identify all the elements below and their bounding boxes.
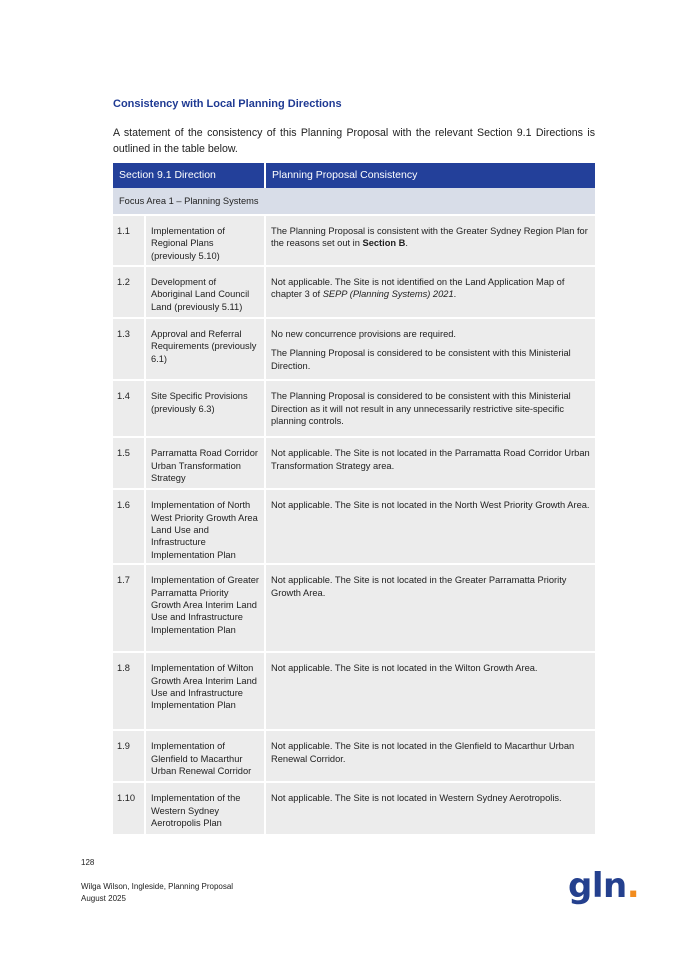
direction-name: Implementation of North West Priority Growth Area Land Use and Infrastructure Implementation Plan bbox=[145, 489, 265, 564]
page-number: 128 bbox=[81, 858, 95, 867]
consistency-text: Not applicable. The Site is not located in Western Sydney Aerotropolis. bbox=[265, 782, 595, 834]
table-row bbox=[113, 318, 595, 380]
consistency-text: Not applicable. The Site is not located in the Parramatta Road Corridor Urban Transformation Strategy area. bbox=[265, 437, 595, 489]
section-heading: Consistency with Local Planning Directions bbox=[113, 98, 342, 110]
direction-number: 1.4 bbox=[113, 380, 145, 437]
direction-number: 1.6 bbox=[113, 489, 145, 564]
consistency-text: Not applicable. The Site is not located in the Glenfield to Macarthur Urban Renewal Corridor. bbox=[265, 730, 595, 782]
consistency-text: The Planning Proposal is consistent with the Greater Sydney Region Plan for the reasons set out in Section B. bbox=[265, 215, 595, 266]
direction-number: 1.1 bbox=[113, 215, 145, 266]
direction-name: Parramatta Road Corridor Urban Transformation Strategy bbox=[145, 437, 265, 489]
direction-name: Approval and Referral Requirements (previously 6.1) bbox=[145, 318, 265, 380]
direction-name: Implementation of Wilton Growth Area Interim Land Use and Infrastructure Implementation Plan bbox=[145, 652, 265, 730]
consistency-text: Not applicable. The Site is not identified on the Land Application Map of chapter 3 of SEPP (Planning Systems) 2021. bbox=[265, 266, 595, 318]
direction-name: Implementation of Glenfield to Macarthur Urban Renewal Corridor bbox=[145, 730, 265, 782]
direction-number: 1.7 bbox=[113, 564, 145, 652]
header-direction: Section 9.1 Direction bbox=[113, 163, 265, 188]
direction-name: Implementation of Greater Parramatta Priority Growth Area Interim Land Use and Infrastructure Implementation Plan bbox=[145, 564, 265, 652]
direction-name: Implementation of Regional Plans (previously 5.10) bbox=[145, 215, 265, 266]
direction-number: 1.2 bbox=[113, 266, 145, 318]
consistency-text: Not applicable. The Site is not located in the Wilton Growth Area. bbox=[265, 652, 595, 730]
table-row bbox=[113, 652, 595, 730]
table-row bbox=[113, 437, 595, 489]
table-header-row bbox=[113, 163, 595, 188]
footer-date: August 2025 bbox=[81, 894, 126, 903]
logo-dot: . bbox=[626, 866, 640, 906]
consistency-text: The Planning Proposal is considered to be consistent with this Ministerial Direction as it will not result in any unnecessarily restrictive site-specific planning controls. bbox=[265, 380, 595, 437]
direction-number: 1.10 bbox=[113, 782, 145, 834]
header-consistency: Planning Proposal Consistency bbox=[265, 163, 595, 188]
focus-area-row bbox=[113, 188, 595, 215]
consistency-text: Not applicable. The Site is not located in the North West Priority Growth Area. bbox=[265, 489, 595, 564]
table-row bbox=[113, 564, 595, 652]
table-row bbox=[113, 380, 595, 437]
directions-table bbox=[113, 163, 595, 834]
table-row bbox=[113, 489, 595, 564]
direction-number: 1.3 bbox=[113, 318, 145, 380]
consistency-text: Not applicable. The Site is not located in the Greater Parramatta Priority Growth Area. bbox=[265, 564, 595, 652]
table-row bbox=[113, 730, 595, 782]
direction-name: Development of Aboriginal Land Council Land (previously 5.11) bbox=[145, 266, 265, 318]
direction-number: 1.5 bbox=[113, 437, 145, 489]
focus-area-label: Focus Area 1 – Planning Systems bbox=[113, 188, 595, 215]
direction-name: Site Specific Provisions (previously 6.3) bbox=[145, 380, 265, 437]
table-row bbox=[113, 782, 595, 834]
gln-logo: gln. bbox=[568, 866, 640, 906]
direction-number: 1.8 bbox=[113, 652, 145, 730]
consistency-text: No new concurrence provisions are required. The Planning Proposal is considered to be consistent with this Ministerial Direction. bbox=[265, 318, 595, 380]
footer-document-title: Wilga Wilson, Ingleside, Planning Proposal bbox=[81, 882, 234, 891]
section-reference: Section B bbox=[362, 238, 406, 249]
intro-paragraph: A statement of the consistency of this Planning Proposal with the relevant Section 9.1 Directions is outlined in the table below. bbox=[113, 127, 595, 155]
direction-name: Implementation of the Western Sydney Aerotropolis Plan bbox=[145, 782, 265, 834]
direction-number: 1.9 bbox=[113, 730, 145, 782]
table-row bbox=[113, 215, 595, 266]
sepp-reference: SEPP (Planning Systems) 2021 bbox=[322, 289, 454, 300]
table-row bbox=[113, 266, 595, 318]
